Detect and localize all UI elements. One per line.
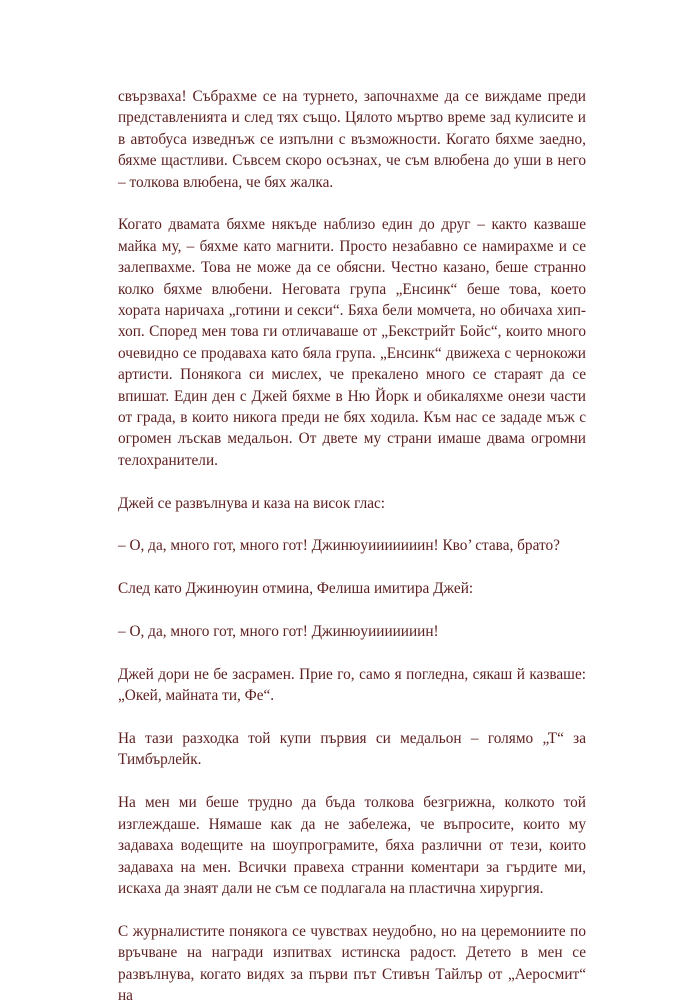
paragraph-8: На тази разходка той купи първия си медальон – голямо „Т“ за Тимбърлейк. (118, 730, 586, 769)
paragraph-2: Когато двамата бяхме някъде наблизо един до друг – както казваше майка му, – бяхме като магнити. Просто незабавно се намирахме и се залепвахме. Това не може да се обясни. Честно казано, беше странно колко бяхме влюбени. Неговата група „Енсинк“ беше това, което хората наричаха „готини и секси“. Бяха бели момчета, но обичаха хип-хоп. Според мен това ги отличаваше от „Бекстрийт Бойс“, които много очевидно се продаваха като бяла група. „Енсинк“ движеха с чернокожи артисти. Понякога си мислех, че прекалено много се стараят да се впишат. Един ден с Джей бяхме в Ню Йорк и обикаляхме онези части от града, в които никога преди не бях ходила. Към нас се зададе мъж с огромен лъскав медальон. От двете му страни имаше двама огромни телохранители. (118, 216, 586, 469)
paragraph-5: След като Джинюуин отмина, Фелиша имитира Джей: (118, 580, 474, 598)
body-text (118, 86, 586, 1006)
paragraph-10: С журналистите понякога се чувствах неудобно, но на церемониите по връчване на награди изпитвах истинска радост. Детето в мен се развълнува, когато видях за първи път Стивън Тайлър от „Аеросмит“ на (118, 922, 586, 1004)
paragraph-4: – О, да, много гот, много гот! Джинюуииииииин! Кво’ става, брато? (118, 537, 560, 555)
paragraph-9: На мен ми беше трудно да бъда толкова безгрижна, колкото той изглеждаше. Нямаше как да не забележа, че въпросите, които му задаваха водещите на шоупрограмите, бяха различни от тези, които задаваха на мен. Всички правеха странни коментари за гърдите ми, искаха да знаят дали не съм се подлагала на пластична хирургия. (118, 794, 586, 897)
paragraph-7: Джей дори не бе засрамен. Прие го, само я погледна, сякаш й казваше: „Окей, майната ти, Фе“. (118, 665, 586, 705)
paragraph-1: свързваха! Събрахме се на турнето, започнахме да се виждаме преди представленията и след тях също. Цялото мъртво време зад кулисите и в автобуса изведнъж се изпълни с възможности. Когато бяхме заедно, бяхме щастливи. Съвсем скоро осъзнах, че съм влюбена до уши в него – толкова влюбена, че бях жалка. (118, 88, 586, 191)
paragraph-6: – О, да, много гот, много гот! Джинюуииииииин! (118, 623, 439, 641)
paragraph-3: Джей се развълнува и каза на висок глас: (118, 494, 386, 512)
